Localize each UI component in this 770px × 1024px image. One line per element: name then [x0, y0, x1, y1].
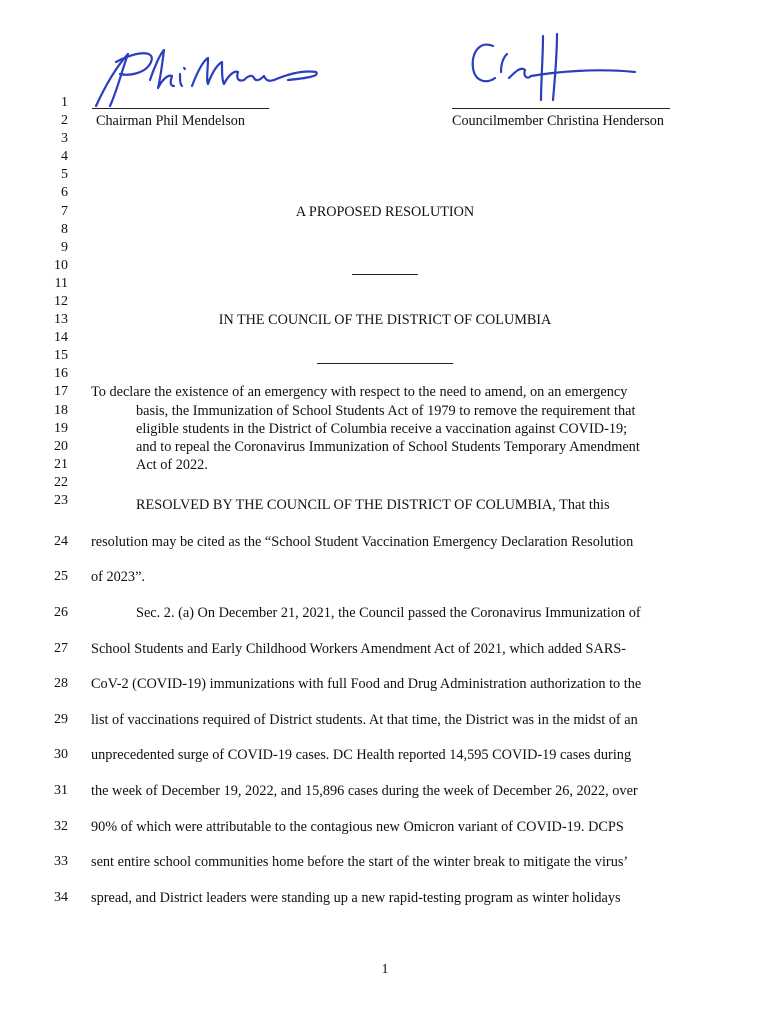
line-number: 3 — [61, 131, 68, 146]
section-2-line: Sec. 2. (a) On December 21, 2021, the Council passed the Coronavirus Immunization of — [136, 605, 641, 621]
line-number: 24 — [54, 534, 68, 549]
line-number: 20 — [54, 439, 68, 454]
resolved-line: resolution may be cited as the “School Student Vaccination Emergency Declaration Resolution — [91, 534, 634, 550]
line-number: 27 — [54, 641, 68, 656]
line-number: 11 — [54, 276, 68, 291]
line-number: 25 — [54, 569, 68, 584]
resolved-line: RESOLVED BY THE COUNCIL OF THE DISTRICT OF COLUMBIA, That this — [136, 497, 610, 513]
line-number: 9 — [61, 240, 68, 255]
line-number: 5 — [61, 167, 68, 182]
line-number: 17 — [54, 384, 68, 399]
line-number: 31 — [54, 783, 68, 798]
page-number: 1 — [381, 962, 389, 977]
signature-phil-mendelson — [88, 40, 323, 112]
line-number: 7 — [61, 204, 68, 219]
line-number: 34 — [54, 890, 68, 905]
line-number: 19 — [54, 421, 68, 436]
signature-line-left — [92, 108, 269, 109]
line-number: 22 — [54, 475, 68, 490]
blank-rule-long — [317, 363, 453, 364]
line-number: 14 — [54, 330, 68, 345]
section-2-line: list of vaccinations required of District students. At that time, the District was in the midst of an — [91, 712, 638, 728]
document-title: A PROPOSED RESOLUTION — [295, 204, 475, 220]
line-number: 6 — [61, 185, 68, 200]
council-heading: IN THE COUNCIL OF THE DISTRICT OF COLUMBIA — [218, 312, 552, 328]
signatory-left-name: Chairman Phil Mendelson — [96, 113, 245, 129]
signatory-right-name: Councilmember Christina Henderson — [452, 113, 664, 129]
line-number: 29 — [54, 712, 68, 727]
signature-line-right — [452, 108, 670, 109]
purpose-line: To declare the existence of an emergency with respect to the need to amend, on an emergency — [91, 384, 628, 400]
section-2-line: spread, and District leaders were standing up a new rapid-testing program as winter holidays — [91, 890, 621, 906]
line-number: 26 — [54, 605, 68, 620]
line-number: 28 — [54, 676, 68, 691]
line-number: 2 — [61, 113, 68, 128]
section-2-line: the week of December 19, 2022, and 15,896 cases during the week of December 26, 2022, over — [91, 783, 638, 799]
line-number: 16 — [54, 366, 68, 381]
purpose-line: Act of 2022. — [136, 457, 208, 473]
line-number: 30 — [54, 747, 68, 762]
line-number: 8 — [61, 222, 68, 237]
line-number: 33 — [54, 854, 68, 869]
line-number: 21 — [54, 457, 68, 472]
line-number: 18 — [54, 403, 68, 418]
blank-rule-short — [352, 274, 418, 275]
line-number: 1 — [61, 95, 68, 110]
line-number: 15 — [54, 348, 68, 363]
purpose-line: eligible students in the District of Columbia receive a vaccination against COVID-19; — [136, 421, 628, 437]
purpose-line: basis, the Immunization of School Students Act of 1979 to remove the requirement that — [136, 403, 636, 419]
purpose-line: and to repeal the Coronavirus Immunization of School Students Temporary Amendment — [136, 439, 640, 455]
line-number: 4 — [61, 149, 68, 164]
line-number: 10 — [54, 258, 68, 273]
line-number: 23 — [54, 493, 68, 508]
line-number: 12 — [54, 294, 68, 309]
section-2-line: 90% of which were attributable to the contagious new Omicron variant of COVID-19. DCPS — [91, 819, 624, 835]
section-2-line: CoV-2 (COVID-19) immunizations with full Food and Drug Administration authorization to the — [91, 676, 642, 692]
section-2-line: unprecedented surge of COVID-19 cases. DC Health reported 14,595 COVID-19 cases during — [91, 747, 632, 763]
line-number: 32 — [54, 819, 68, 834]
resolved-line: of 2023”. — [91, 569, 145, 585]
line-number: 13 — [54, 312, 68, 327]
section-2-line: School Students and Early Childhood Workers Amendment Act of 2021, which added SARS- — [91, 641, 627, 657]
signature-christina-henderson — [465, 28, 645, 108]
section-2-line: sent entire school communities home before the start of the winter break to mitigate the virus’ — [91, 854, 629, 870]
